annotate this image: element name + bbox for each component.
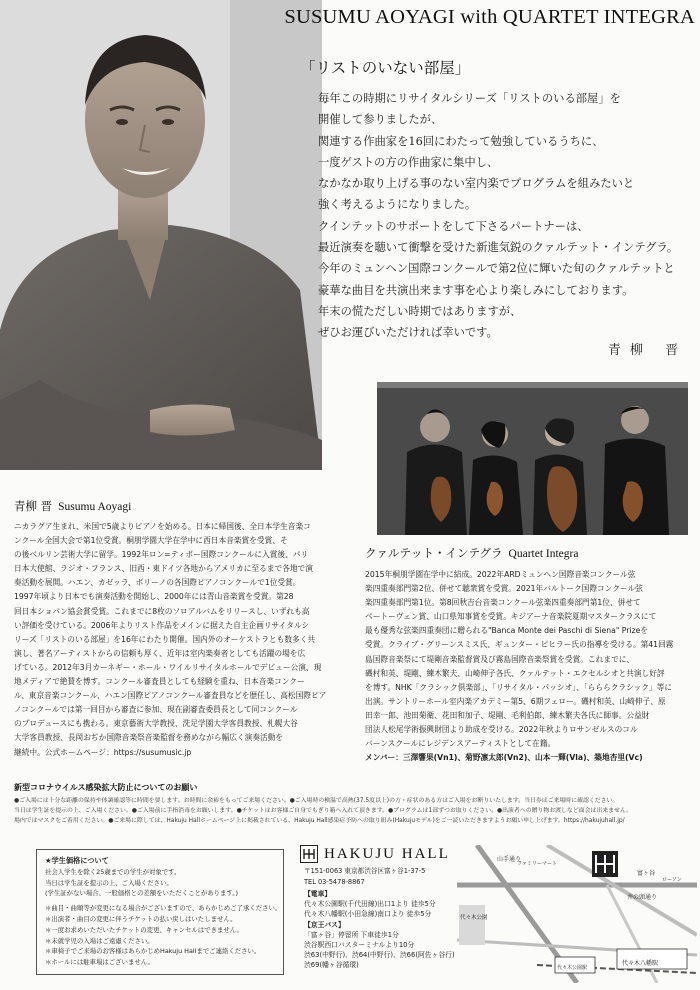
intro-line: 豪華な曲目を共演出来ます事を心より楽しみにしております。 (318, 283, 634, 297)
notice-line: ●ご入場には十分な距離の保持や体調確認等に時間を要します。お時間に余裕をもってご来場ください。●ご入場時の検温で高熱(37.5度以上)の方・症状のある方はご入場をお断りいたします。当日券はご来場時に確認ください。 (14, 798, 619, 804)
bio-line: 2015年桐朋学園在学中に結成。2022年ARDミュンヘン国際音楽コンクール弦 (365, 570, 636, 579)
access-line: 代々木八幡駅(小田急線)南口より 徒歩5分 (304, 910, 432, 919)
intro-line: 年末の慌ただしい時期ではありますが、 (318, 304, 522, 318)
bio-line: 楽四重奏部門第2位、併せて聴衆賞を受賞。2021年バルトーク国際コンクール弦 (365, 584, 643, 594)
intro-line: 強く考えるようになりました。 (318, 198, 477, 212)
bio-line: 最も優秀な弦楽四重奏団に贈られる"Banca Monte dei Paschi di Siena" Prizeを (365, 626, 649, 636)
bio-line: ノコンクールでは第一回目から審査に参加、現在副審査委員長として同コンクール (14, 705, 298, 715)
bio-line: ル、東京音楽コンクール、ハエン国際ピアノコンクール審査員などを歴任し、高松国際ピア (14, 691, 327, 701)
student-line: (学生証がない場合、一般価格との差額をいただくことがあります。) (45, 889, 238, 898)
access-bus-head: 【京王バス】 (304, 920, 345, 929)
intro-line: 最近演奏を聴いて衝撃を受けた新進気鋭のクァルテット・インテグラ。 (318, 241, 679, 255)
access-line: 渋谷駅西口バスターミナルより10分 (304, 941, 415, 950)
bio-line: リーズ「リストのいる部屋」を16年にわたり開催。国内外のオーケストラとも数多く共 (14, 634, 316, 644)
intro-line: クインテットのサポートをして下さるパートナーは、 (318, 219, 589, 233)
intro-message (318, 88, 694, 344)
bio-line: い評価を受けている。2006年よりリスト作品をメインに据えた自主企画リサイタルシ (14, 620, 310, 630)
student-line: ＊車椅子でご来場のお客様はあらかじめHakuju Hallまでご連絡ください。 (45, 947, 261, 956)
student-line: ＊一度お求めいただいたチケットの変更、キャンセルはできません。 (45, 925, 243, 934)
student-price-box (36, 849, 284, 975)
map-label: 代々木八幡駅 (622, 960, 659, 967)
access-line: 渋69(幡ヶ谷循環) (304, 961, 359, 970)
map-label: ファミリーマート (517, 861, 557, 867)
bio-line: げている。2012年3月カーネギー・ホール・ワイルリサイタルホールでデビュー公演、現 (14, 662, 322, 672)
map-label: 代々木公園駅 (557, 965, 588, 971)
student-line: ＊未就学児の入場はご遠慮ください。 (45, 936, 154, 945)
hall-address: 〒151-0063 東京都渋谷区富ヶ谷1-37-5 (304, 867, 426, 875)
covid-notice-text (14, 796, 694, 827)
aoyagi-name-en: Susumu Aoyagi (58, 501, 132, 513)
bio-line: を博す。NHK「クラシック倶楽部」、「リサイタル・パッシオ」、「らららクラシック」等に (365, 682, 673, 692)
student-line: ＊ホールには駐車場はございません。 (45, 958, 154, 967)
map-label: 山手通り (497, 856, 522, 863)
bio-line: ンクール全国大会で第1位受賞。桐朋学園大学在学中に西日本音楽賞を受賞、そ (14, 536, 288, 546)
map-label: 井の頭通り (627, 894, 658, 901)
bio-line: ベートーヴェン賞、山口県知事賞を受賞。キジアーナ音楽院夏期マスタークラスにて (365, 612, 657, 622)
bio-line: の後ベルリン芸術大学に留学。1992年ロン=ティボー国際コンクールに入賞後、パリ (14, 550, 309, 560)
access-train-head: 【電車】 (304, 890, 332, 898)
bio-line: 楽四重奏部門第1位。第8回秋吉台音楽コンクール弦楽四重奏部門第1位、併せて (365, 598, 641, 608)
intro-line: 毎年この時期にリサイタルシリーズ「リストのいる部屋」を (318, 92, 621, 105)
covid-notice-title: 新型コロナウイルス感染拡大防止についてのお願い (14, 783, 198, 792)
aoyagi-bio-name (14, 498, 131, 514)
bio-line: 演し、著名アーティストからの信頼も厚く、近年は室内楽奏者としても活躍の場を広 (14, 648, 306, 658)
hall-logo-icon (300, 845, 318, 863)
bio-line: のプロデュースにも携わる。東京藝術大学教授、洗足学園大学客員教授、札幌大谷 (14, 719, 298, 729)
notice-line: 場内ではマスクをご着用ください。●ご来場に際しては、Hakuju Hallホームページ上に掲載されている、Hakuju Hall感染症予防への取り組み(Hakujuモデル)をご一読いただきますようお願い申し上げます。https://hakujuhall.jp/ (14, 818, 625, 825)
bio-line: バーンスクールにレジデンスアーティストとして在籍。 (365, 739, 556, 749)
bio-line: 継続中。公式ホームページ：https://susumusic.jp (14, 747, 192, 757)
aoyagi-name-ja: 青柳 晋 (14, 499, 53, 513)
intro-line: なかなか取り上げる事のない室内楽でプログラムを組みたいと (318, 177, 635, 191)
bio-line: 日本大使館、ラジオ・フランス、旧西・東ドイツ各地からアメリカに至るまで各地で演 (14, 564, 313, 574)
intro-line: 開催して参りましたが、 (318, 113, 443, 127)
bio-line: 地メディアで絶賛を博す。コンクール審査員としても経験を重ね、日本音楽コンクー (14, 677, 305, 687)
quartet-name-ja: クァルテット・インテグラ (365, 546, 503, 560)
bio-line: 田幸一郎、池田菊衛、花田和加子、堤剛、毛利伯郎、練木繁夫各氏に師事。公益財 (365, 710, 650, 720)
map-label: ローソン (662, 877, 682, 883)
bio-line: 奏活動を展開。ハエン、カゼッラ、ボリーノの各国際ピアノコンクールで1位受賞。 (14, 578, 301, 588)
student-line: ＊曲目・曲順等が変更になる場合がございますので、あらかじめご了承ください。 (45, 904, 282, 913)
bio-line: 受賞。クライブ・グリーンスミス氏、ギュンター・ピヒラー氏の指導を受ける。第41回霧 (365, 640, 674, 650)
concert-title: SUSUMU AOYAGI with QUARTET INTEGRA (284, 6, 695, 28)
hall-logo (300, 845, 450, 863)
quartet-bio-name (365, 545, 578, 561)
bio-line: 回日本ショパン協会賞受賞。これまでに8枚のソロアルバムをリリースし、いずれも高 (14, 606, 310, 616)
notice-line: 当日は学生証を提示の上、ご入場ください。●ご入場前に手指消毒をお願いします。●チケットはお客様ご自身でもぎり箱へ入れて頂きます。●プログラムは1部ずつお取りください。●出演者への贈り物お渡しなど面会は出来ません。 (14, 808, 633, 815)
bio-line: 磯村和英、堤剛、練木繁夫、山崎伸子各氏、クァルテット・エクセルシオと共演し好評 (365, 668, 665, 678)
portrait-photo (0, 0, 322, 470)
student-line: 当日は学生証を提示の上、ご入場ください。 (45, 878, 173, 887)
photo-credit: Photo ©Ayane Shindo (6, 461, 72, 468)
access-map (457, 845, 697, 983)
access-line: 「富ヶ谷」停留所 下車徒歩1分 (304, 930, 399, 939)
aoyagi-bio-text (14, 520, 354, 760)
intro-line: 関連する作曲家を16回にわたって勉強しているうちに、 (318, 134, 604, 148)
student-line: ＊出演者・曲目の変更に伴うチケットの払い戻しはいたしません。 (45, 914, 237, 923)
bio-line: ニカラグア生まれ、米国で5歳よりピアノを始める。日本に帰国後、全日本学生音楽コ (14, 522, 311, 531)
student-line: 社会人学生を除く25歳までの学生が対象です。 (45, 867, 181, 876)
bio-line: 団法人松尾学術振興財団より助成を受ける。2022年秋よりロサンゼルスのコル (365, 725, 638, 735)
bio-line: 大学客員教授、長岡おぢか国際音楽祭音楽監督を務めながら幅広く演奏活動を (14, 733, 284, 743)
intro-line: 一度ゲストの方の作曲家に集中し、 (318, 155, 499, 169)
bio-line: 出演。サントリーホール室内楽アカデミー第5、6期フェロー。磯村和英、山崎伸子、原 (365, 696, 666, 706)
access-info (304, 889, 455, 971)
hall-address-block (304, 866, 425, 887)
hall-tel: TEL 03-5478-8867 (304, 877, 365, 886)
intro-line: 今年のミュンヘン国際コンクールで第2位に輝いた旬のクァルテットと (318, 262, 675, 276)
bio-line: 1997年頃より日本でも演奏活動を開始し、2000年には青山音楽賞を受賞。第28 (14, 592, 294, 602)
access-line: 渋63(中野行)、渋64(中野行)、渋66(阿佐ヶ谷行) (304, 951, 455, 960)
map-label: 代々木公園 (460, 915, 488, 921)
quartet-photo (377, 382, 688, 535)
concert-subtitle: 「リストのいない部屋」 (300, 59, 471, 77)
quartet-name-en: Quartet Integra (508, 548, 579, 560)
map-label: 富ヶ谷 (637, 870, 656, 877)
quartet-bio-text (365, 568, 697, 765)
access-line: 代々木公園駅(千代田線)出口1より 徒歩5分 (304, 900, 436, 909)
intro-line: ぜひお運びいただければ幸いです。 (318, 326, 498, 340)
quartet-members: メンバー：三澤響果(Vn1)、菊野凛太郎(Vn2)、山本一輝(Vla)、築地杏里(Vc) (365, 753, 643, 763)
hall-name: HAKUJU HALL (324, 845, 450, 862)
student-price-title: ★学生価格について (45, 856, 109, 865)
bio-line: 島国際音楽祭にて堤剛音楽監督賞及び霧島国際音楽祭賞を受賞。これまでに、 (365, 654, 635, 664)
intro-signature: 青柳 晋 (608, 343, 688, 358)
